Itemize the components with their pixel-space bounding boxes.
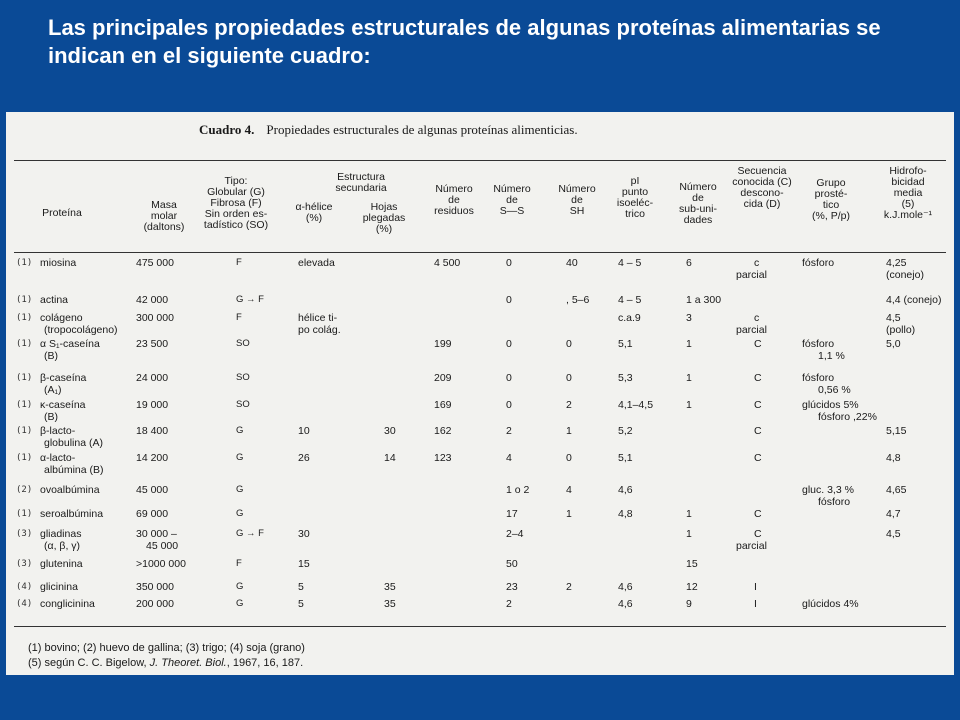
cell-mass: 14 200 [136, 452, 169, 464]
cell-sh: 0 [566, 372, 572, 384]
cell-prosthetic: fósforo [802, 257, 835, 269]
cell-sh: 40 [566, 257, 578, 269]
cell-residues: 169 [434, 399, 452, 411]
cell-protein: β-caseína [40, 372, 87, 384]
cell-type: SO [236, 399, 250, 410]
top-rule [14, 160, 946, 161]
cell-prosthetic-sub: fósforo [818, 496, 851, 508]
cell-sequence: I [754, 581, 757, 593]
cell-alpha: elevada [298, 257, 335, 269]
cell-source: (3) [16, 559, 33, 569]
header-type: Tipo: Globular (G) Fibrosa (F) Sin orden es- tadístico (SO) [203, 175, 269, 231]
cell-subunits: 1 [686, 508, 692, 520]
cell-sh: 1 [566, 508, 572, 520]
cell-ss: 0 [506, 372, 512, 384]
cell-ss: 23 [506, 581, 518, 593]
cell-alpha: 30 [298, 528, 310, 540]
header-sh: Número de SH [558, 183, 596, 217]
cell-alpha: 26 [298, 452, 310, 464]
cell-sh: 2 [566, 399, 572, 411]
cell-type: F [236, 558, 242, 569]
cell-sequence: C [754, 338, 762, 350]
header-subunits: Número de sub-uni- dades [679, 181, 717, 226]
footnote-ref-suffix: , 1967, 16, 187. [226, 657, 304, 669]
cell-ss: 0 [506, 338, 512, 350]
cell-residues: 162 [434, 425, 452, 437]
cell-prosthetic: fósforo [802, 372, 835, 384]
cell-sh: 1 [566, 425, 572, 437]
cell-sequence-sub: parcial [736, 540, 767, 552]
cell-alpha-sub: po colág. [298, 324, 341, 336]
cell-residues: 199 [434, 338, 452, 350]
cell-source: (4) [16, 582, 33, 592]
cell-sh: 4 [566, 484, 572, 496]
cell-protein: ovoalbúmina [40, 484, 100, 496]
cell-protein: miosina [40, 257, 77, 269]
cell-subunits: 1 [686, 372, 692, 384]
cell-hydro-sub: (pollo) [886, 324, 916, 336]
cell-ss: 0 [506, 257, 512, 269]
cell-sh: , 5–6 [566, 294, 590, 306]
cell-sheets: 35 [384, 598, 396, 610]
cell-protein: seroalbúmina [40, 508, 104, 520]
cell-source: (1) [16, 426, 33, 436]
cell-mass: 30 000 – [136, 528, 177, 540]
cell-type: G [236, 508, 244, 519]
cell-prosthetic-sub: 0,56 % [818, 384, 851, 396]
cell-protein-sub: (B) [44, 350, 58, 362]
cell-subunits: 3 [686, 312, 692, 324]
caption-label: Cuadro 4. [199, 122, 255, 137]
cell-mass: 200 000 [136, 598, 174, 610]
cell-protein-sub: (A₁) [44, 384, 62, 396]
cell-mass: 42 000 [136, 294, 169, 306]
cell-mass: 69 000 [136, 508, 169, 520]
cell-sequence: I [754, 598, 757, 610]
cell-sh: 0 [566, 452, 572, 464]
cell-alpha: 10 [298, 425, 310, 437]
caption-text: Propiedades estructurales de algunas proteínas alimenticias. [266, 122, 578, 137]
cell-residues: 209 [434, 372, 452, 384]
cell-protein: κ-caseína [40, 399, 86, 411]
cell-ss: 2 [506, 598, 512, 610]
cell-sequence: c [754, 312, 760, 324]
cell-mass: 19 000 [136, 399, 169, 411]
cell-hydro: 5,15 [886, 425, 907, 437]
cell-sh: 2 [566, 581, 572, 593]
cell-protein: β-lacto- [40, 425, 76, 437]
cell-mass: 18 400 [136, 425, 169, 437]
cell-subunits: 6 [686, 257, 692, 269]
cell-hydro: 4,65 [886, 484, 907, 496]
cell-sequence: C [754, 528, 762, 540]
cell-mass: 24 000 [136, 372, 169, 384]
cell-source: (3) [16, 529, 33, 539]
cell-type: G [236, 598, 244, 609]
cell-alpha: 5 [298, 598, 304, 610]
header-alpha: α-hélice (%) [295, 201, 333, 224]
cell-mass: 23 500 [136, 338, 169, 350]
cell-protein: actina [40, 294, 69, 306]
cell-subunits: 9 [686, 598, 692, 610]
cell-sequence: C [754, 508, 762, 520]
cell-source: (1) [16, 295, 33, 305]
cell-ss: 2–4 [506, 528, 524, 540]
cell-sequence: C [754, 399, 762, 411]
cell-pi: 4,6 [618, 598, 633, 610]
cell-protein: conglicinina [40, 598, 95, 610]
cell-type: SO [236, 372, 250, 383]
cell-protein-sub: albúmina (B) [44, 464, 104, 476]
cell-mass: 475 000 [136, 257, 174, 269]
cell-pi: 4,8 [618, 508, 633, 520]
cell-source: (1) [16, 258, 33, 268]
cell-ss: 4 [506, 452, 512, 464]
cell-sheets: 30 [384, 425, 396, 437]
cell-pi: 4 – 5 [618, 294, 642, 306]
cell-protein: gliadinas [40, 528, 82, 540]
cell-sequence: C [754, 372, 762, 384]
header-pi: pI punto isoeléc- trico [616, 175, 654, 220]
cell-prosthetic-sub: 1,1 % [818, 350, 845, 362]
cell-source: (1) [16, 453, 33, 463]
cell-type: G → F [236, 528, 264, 539]
cell-prosthetic: gluc. 3,3 % [802, 484, 854, 496]
cell-hydro: 4,4 (conejo) [886, 294, 942, 306]
cell-hydro: 4,5 [886, 312, 901, 324]
footnote-reference [28, 657, 303, 669]
cell-sequence: C [754, 452, 762, 464]
cell-sh: 0 [566, 338, 572, 350]
cell-protein-sub: (α, β, γ) [44, 540, 81, 552]
cell-prosthetic: glúcidos 4% [802, 598, 859, 610]
cell-mass: 300 000 [136, 312, 174, 324]
cell-hydro: 4,8 [886, 452, 901, 464]
cell-protein: α-lacto- [40, 452, 76, 464]
cell-subunits: 1 a 300 [686, 294, 722, 306]
cell-ss: 0 [506, 399, 512, 411]
cell-protein: colágeno [40, 312, 83, 324]
header-prosthetic: Grupo prosté- tico (%, P/p) [812, 177, 850, 222]
cell-subunits: 12 [686, 581, 698, 593]
cell-pi: 4,1–4,5 [618, 399, 654, 411]
cell-sheets: 14 [384, 452, 396, 464]
cell-protein: glicinina [40, 581, 78, 593]
header-sequence: Secuencia conocida (C) descono- cida (D) [732, 165, 792, 210]
cell-protein: glutenina [40, 558, 83, 570]
cell-pi: 5,2 [618, 425, 633, 437]
cell-protein-sub: globulina (A) [44, 437, 103, 449]
cell-sequence: C [754, 425, 762, 437]
cell-pi: 4,6 [618, 484, 633, 496]
cell-ss: 0 [506, 294, 512, 306]
header-protein: Proteína [42, 207, 82, 219]
cell-type: G [236, 484, 244, 495]
cell-source: (1) [16, 400, 33, 410]
cell-hydro: 5,0 [886, 338, 901, 350]
cell-pi: 5,1 [618, 338, 633, 350]
cell-prosthetic-sub: fósforo ,22% [818, 411, 877, 423]
cell-source: (1) [16, 373, 33, 383]
scanned-table [6, 112, 954, 675]
header-residues: Número de residuos [434, 183, 474, 217]
cell-subunits: 15 [686, 558, 698, 570]
header-hydro: Hidrofo- bicidad media (5) k.J.mole⁻¹ [883, 165, 933, 221]
cell-sequence-sub: parcial [736, 324, 767, 336]
cell-source: (1) [16, 339, 33, 349]
cell-mass-sub: 45 000 [146, 540, 179, 552]
cell-hydro: 4,7 [886, 508, 901, 520]
cell-alpha: 15 [298, 558, 310, 570]
cell-ss: 50 [506, 558, 518, 570]
cell-pi: c.a.9 [618, 312, 641, 324]
cell-mass: >1000 000 [136, 558, 186, 570]
cell-pi: 5,1 [618, 452, 633, 464]
cell-ss: 1 o 2 [506, 484, 530, 496]
cell-type: F [236, 312, 242, 323]
cell-pi: 4,6 [618, 581, 633, 593]
cell-source: (1) [16, 313, 33, 323]
header-secondary: Estructura secundaria [335, 171, 387, 194]
footnote-sources: (1) bovino; (2) huevo de gallina; (3) trigo; (4) soja (grano) [28, 642, 305, 654]
cell-prosthetic: glúcidos 5% [802, 399, 859, 411]
bottom-rule [14, 626, 946, 627]
cell-hydro-sub: (conejo) [886, 269, 924, 281]
header-mass: Masa molar (daltons) [143, 199, 185, 233]
cell-type: F [236, 257, 242, 268]
footnote-ref-journal: J. Theoret. Biol. [149, 657, 227, 669]
cell-protein-sub: (B) [44, 411, 58, 423]
cell-alpha: 5 [298, 581, 304, 593]
cell-source: (1) [16, 509, 33, 519]
table-caption [199, 122, 578, 138]
cell-residues: 123 [434, 452, 452, 464]
cell-residues: 4 500 [434, 257, 461, 269]
cell-ss: 17 [506, 508, 518, 520]
cell-type: G [236, 581, 244, 592]
cell-pi: 4 – 5 [618, 257, 642, 269]
cell-hydro: 4,25 [886, 257, 907, 269]
cell-source: (4) [16, 599, 33, 609]
cell-type: G → F [236, 294, 264, 305]
cell-pi: 5,3 [618, 372, 633, 384]
cell-sequence-sub: parcial [736, 269, 767, 281]
cell-type: SO [236, 338, 250, 349]
cell-ss: 2 [506, 425, 512, 437]
cell-source: (2) [16, 485, 33, 495]
footnote-ref-prefix: (5) según C. C. Bigelow, [28, 657, 150, 669]
header-sheets: Hojas plegadas (%) [362, 201, 406, 235]
cell-subunits: 1 [686, 399, 692, 411]
slide-title: Las principales propiedades estructurales de algunas proteínas alimentarias se indican en el siguiente cuadro: [48, 15, 881, 68]
cell-subunits: 1 [686, 338, 692, 350]
cell-type: G [236, 425, 244, 436]
cell-hydro: 4,5 [886, 528, 901, 540]
header-rule [14, 252, 946, 253]
cell-mass: 350 000 [136, 581, 174, 593]
cell-subunits: 1 [686, 528, 692, 540]
cell-sheets: 35 [384, 581, 396, 593]
cell-mass: 45 000 [136, 484, 169, 496]
cell-alpha: hélice ti- [298, 312, 338, 324]
cell-protein: α S₁-caseína [40, 338, 100, 350]
cell-protein-sub: (tropocolágeno) [44, 324, 118, 336]
cell-sequence: c [754, 257, 760, 269]
cell-prosthetic: fósforo [802, 338, 835, 350]
cell-type: G [236, 452, 244, 463]
header-ss: Número de S—S [493, 183, 531, 217]
